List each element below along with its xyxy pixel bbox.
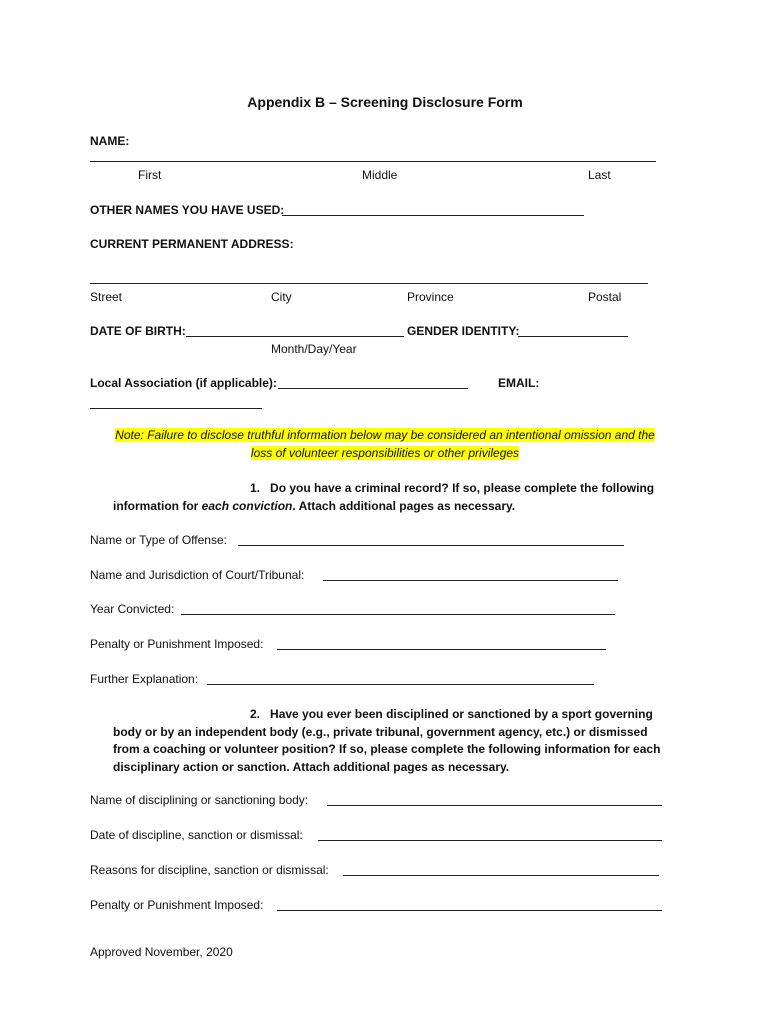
address-field[interactable] xyxy=(90,283,648,284)
name-label: NAME: xyxy=(90,134,130,148)
other-names-label: OTHER NAMES YOU HAVE USED: xyxy=(90,203,285,217)
section2-question-line2: body or by an independent body (e.g., private tribunal, government agency, etc.) or dismissed xyxy=(113,724,648,739)
section1-question xyxy=(113,480,673,515)
section2-question-line1: Have you ever been disciplined or sanctioned by a sport governing xyxy=(270,707,653,721)
approved-date: Approved November, 2020 xyxy=(90,945,233,959)
section2-question-line3: from a coaching or volunteer position? If so, please complete the following information for each xyxy=(113,742,661,756)
penalty-label: Penalty or Punishment Imposed: xyxy=(90,637,264,651)
dob-hint: Month/Day/Year xyxy=(271,342,357,356)
name-first-label: First xyxy=(138,168,162,182)
discipline-reasons-field[interactable] xyxy=(343,875,659,876)
section2-question-line4: disciplinary action or sanction. Attach additional pages as necessary. xyxy=(113,759,510,774)
gender-label: GENDER IDENTITY: xyxy=(407,324,520,338)
dob-label: DATE OF BIRTH: xyxy=(90,324,186,338)
address-label: CURRENT PERMANENT ADDRESS: xyxy=(90,237,294,251)
year-convicted-field[interactable] xyxy=(181,614,615,615)
address-postal-label: Postal xyxy=(588,290,622,304)
local-association-field[interactable] xyxy=(278,388,468,389)
name-middle-label: Middle xyxy=(362,168,398,182)
court-label: Name and Jurisdiction of Court/Tribunal: xyxy=(90,568,305,582)
discipline-date-field[interactable] xyxy=(318,840,662,841)
offense-field[interactable] xyxy=(238,545,624,546)
email-field[interactable] xyxy=(90,408,262,409)
section1-question-post: . Attach additional pages as necessary. xyxy=(292,498,516,513)
section2-question xyxy=(113,706,673,776)
penalty-field[interactable] xyxy=(277,649,606,650)
discipline-penalty-field[interactable] xyxy=(277,910,662,911)
gender-field[interactable] xyxy=(518,336,628,337)
sanctioning-body-label: Name of disciplining or sanctioning body: xyxy=(90,793,309,807)
address-province-label: Province xyxy=(407,290,454,304)
name-last-label: Last xyxy=(588,168,611,182)
year-convicted-label: Year Convicted: xyxy=(90,602,175,616)
further-explanation-label: Further Explanation: xyxy=(90,672,199,686)
section1-question-pre: information for xyxy=(113,498,202,513)
page-title: Appendix B – Screening Disclosure Form xyxy=(247,94,523,110)
court-field[interactable] xyxy=(323,580,618,581)
discipline-penalty-label: Penalty or Punishment Imposed: xyxy=(90,898,264,912)
name-field[interactable] xyxy=(90,161,656,162)
note-line-1: Note: Failure to disclose truthful information below may be considered an intentional omission and the xyxy=(115,428,655,442)
section1-question-line1: Do you have a criminal record? If so, please complete the following xyxy=(270,481,655,495)
other-names-field[interactable] xyxy=(282,215,584,216)
discipline-reasons-label: Reasons for discipline, sanction or dismissal: xyxy=(90,863,329,877)
local-association-label: Local Association (if applicable): xyxy=(90,376,277,390)
section1-number: 1. xyxy=(250,481,261,495)
address-city-label: City xyxy=(271,290,292,304)
email-label: EMAIL: xyxy=(498,376,540,390)
section2-number: 2. xyxy=(250,707,261,721)
note-line-2: loss of volunteer responsibilities or other privileges xyxy=(250,446,520,460)
discipline-date-label: Date of discipline, sanction or dismissal: xyxy=(90,828,303,842)
sanctioning-body-field[interactable] xyxy=(327,805,662,806)
address-street-label: Street xyxy=(90,290,123,304)
disclosure-note xyxy=(90,426,680,462)
section1-question-em: each conviction xyxy=(201,498,293,513)
further-explanation-field[interactable] xyxy=(207,684,594,685)
dob-field[interactable] xyxy=(186,336,404,337)
offense-label: Name or Type of Offense: xyxy=(90,533,227,547)
